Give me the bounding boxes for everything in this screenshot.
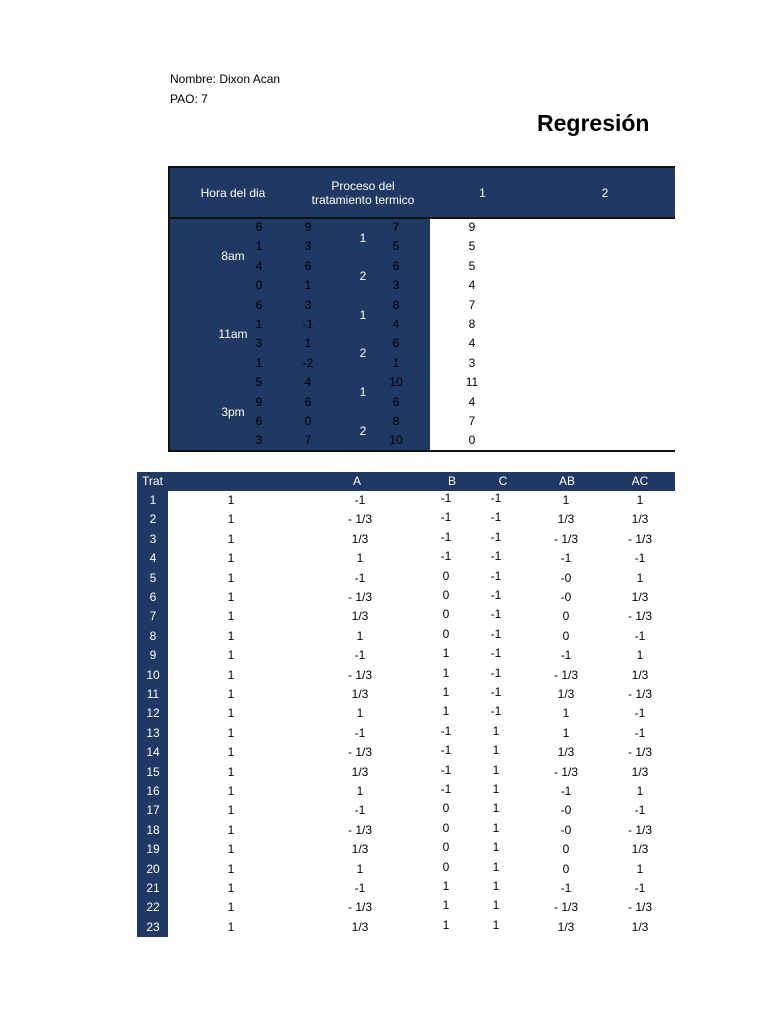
design-value-cell: 1 xyxy=(227,764,235,779)
design-value-cell: 0 xyxy=(442,626,450,641)
design-value-cell: -1 xyxy=(490,646,502,661)
design-value-cell: -1 xyxy=(634,706,646,721)
experiment-value-cell: 6 xyxy=(255,220,263,234)
header-ac: AC xyxy=(631,474,649,488)
design-value-cell: 0 xyxy=(562,842,570,857)
design-matrix-header xyxy=(137,472,675,491)
design-value-cell: -1 xyxy=(490,607,502,622)
design-value-cell: - 1/3 xyxy=(347,667,372,682)
design-value-cell: -1 xyxy=(634,628,646,643)
experiment-value-cell: 8 xyxy=(392,297,400,312)
design-value-cell: - 1/3 xyxy=(627,745,652,760)
design-value-cell: - 1/3 xyxy=(347,822,372,837)
experiment-value-cell: 10 xyxy=(389,375,403,390)
trat-index-cell: 23 xyxy=(146,919,160,934)
design-value-cell: 1/3 xyxy=(351,842,369,857)
design-value-cell: -1 xyxy=(560,784,572,798)
experiment-value-cell: 1 xyxy=(255,317,263,331)
trat-index-cell: 2 xyxy=(149,512,157,527)
experiment-value-cell: 4 xyxy=(468,278,476,293)
design-value-cell: 1 xyxy=(356,551,364,566)
experiment-value-cell: 3 xyxy=(468,355,476,370)
trat-index-cell: 13 xyxy=(146,725,160,740)
design-value-cell: 1/3 xyxy=(631,919,649,934)
experiment-data-table xyxy=(168,166,675,452)
proceso-label: 1 xyxy=(359,231,367,245)
header-c: C xyxy=(498,474,508,488)
trat-index-cell: 9 xyxy=(149,648,157,663)
design-value-cell: 1 xyxy=(227,512,235,527)
design-value-cell: 1/3 xyxy=(351,609,369,624)
design-value-cell: 1/3 xyxy=(631,842,649,857)
experiment-value-cell: 8 xyxy=(392,414,400,428)
design-value-cell: 1 xyxy=(562,725,570,740)
experiment-value-cell: 8 xyxy=(468,317,476,331)
experiment-value-cell: -1 xyxy=(302,317,314,331)
design-value-cell: 1 xyxy=(227,725,235,740)
trat-index-cell: 16 xyxy=(146,784,160,798)
design-value-cell: 1 xyxy=(356,628,364,643)
design-value-cell: 1 xyxy=(492,743,500,758)
design-value-cell: 1 xyxy=(227,881,235,895)
design-value-cell: 0 xyxy=(442,801,450,816)
design-value-cell: -1 xyxy=(440,762,452,777)
design-value-cell: 1 xyxy=(636,784,644,798)
design-value-cell: - 1/3 xyxy=(627,687,652,701)
design-value-cell: 1 xyxy=(227,706,235,721)
design-value-cell: -1 xyxy=(354,725,366,740)
design-value-cell: 0 xyxy=(442,588,450,602)
proceso-label: 2 xyxy=(359,346,367,360)
design-value-cell: -1 xyxy=(560,648,572,663)
design-value-cell: 1 xyxy=(442,665,450,680)
design-value-cell: 1/3 xyxy=(557,745,575,760)
experiment-value-cell: 4 xyxy=(468,336,476,351)
experiment-value-cell: 0 xyxy=(255,278,263,293)
trat-index-cell: 1 xyxy=(149,493,157,507)
design-value-cell: - 1/3 xyxy=(553,667,578,682)
design-value-cell: 1/3 xyxy=(631,590,649,604)
design-value-cell: 1 xyxy=(227,745,235,760)
design-value-cell: -0 xyxy=(560,822,572,837)
design-value-cell: - 1/3 xyxy=(347,512,372,527)
design-value-cell: -1 xyxy=(560,881,572,895)
experiment-value-cell: 6 xyxy=(392,336,400,351)
design-value-cell: 0 xyxy=(442,859,450,874)
design-value-cell: -1 xyxy=(490,510,502,525)
design-value-cell: 1/3 xyxy=(631,512,649,527)
design-value-cell: -1 xyxy=(440,743,452,758)
experiment-value-cell: 3 xyxy=(255,336,263,351)
design-value-cell: 1/3 xyxy=(557,512,575,527)
design-value-cell: 1 xyxy=(492,782,500,796)
design-value-cell: -1 xyxy=(440,549,452,564)
experiment-value-cell: 0 xyxy=(468,433,476,448)
trat-index-cell: 18 xyxy=(146,822,160,837)
hora-label: 3pm xyxy=(221,405,245,419)
header-proceso: Proceso del tratamiento termico xyxy=(311,178,415,207)
design-value-cell: 0 xyxy=(562,628,570,643)
experiment-value-cell: 4 xyxy=(468,394,476,409)
design-value-cell: -1 xyxy=(354,881,366,895)
design-value-cell: 1 xyxy=(227,570,235,585)
design-value-cell: 1 xyxy=(227,822,235,837)
design-value-cell: - 1/3 xyxy=(347,590,372,604)
experiment-value-cell: 9 xyxy=(304,220,312,234)
design-value-cell: -1 xyxy=(634,725,646,740)
trat-index-cell: 7 xyxy=(149,609,157,624)
design-value-cell: 0 xyxy=(562,609,570,624)
trat-index-cell: 20 xyxy=(146,861,160,876)
experiment-value-cell: 3 xyxy=(304,297,312,312)
experiment-value-cell: 3 xyxy=(255,433,263,448)
experiment-value-cell: 1 xyxy=(304,278,312,293)
experiment-value-cell: 5 xyxy=(468,239,476,254)
design-value-cell: 1 xyxy=(492,840,500,855)
design-value-cell: -0 xyxy=(560,570,572,585)
experiment-value-cell: 5 xyxy=(468,258,476,273)
design-value-cell: 1 xyxy=(227,900,235,915)
design-value-cell: - 1/3 xyxy=(627,531,652,546)
design-value-cell: 1 xyxy=(636,648,644,663)
experiment-value-cell: 3 xyxy=(392,278,400,293)
experiment-value-cell: 4 xyxy=(255,258,263,273)
experiment-value-cell: 9 xyxy=(468,220,476,234)
design-value-cell: 1 xyxy=(227,667,235,682)
trat-index-cell: 22 xyxy=(146,900,160,915)
design-value-cell: 1 xyxy=(227,687,235,701)
design-value-cell: 1 xyxy=(636,493,644,507)
proceso-label: 2 xyxy=(359,269,367,283)
design-value-cell: 1 xyxy=(227,919,235,934)
design-value-cell: 1 xyxy=(227,590,235,604)
design-value-cell: -1 xyxy=(634,881,646,895)
design-value-cell: 1/3 xyxy=(351,531,369,546)
design-value-cell: 1/3 xyxy=(351,687,369,701)
pao-label: PAO: 7 xyxy=(170,92,208,106)
design-value-cell: - 1/3 xyxy=(553,900,578,915)
design-value-cell: 1 xyxy=(227,493,235,507)
design-value-cell: -1 xyxy=(354,803,366,818)
experiment-value-cell: 5 xyxy=(255,375,263,390)
design-value-cell: -0 xyxy=(560,803,572,818)
experiment-value-cell: 3 xyxy=(304,239,312,254)
experiment-value-cell: 9 xyxy=(255,394,263,409)
header-col-2: 2 xyxy=(601,185,609,200)
design-value-cell: - 1/3 xyxy=(347,900,372,915)
design-value-cell: -1 xyxy=(354,570,366,585)
page-title: Regresión xyxy=(537,110,650,136)
design-value-cell: -0 xyxy=(560,590,572,604)
design-value-cell: -1 xyxy=(490,491,502,505)
design-value-cell: 1 xyxy=(356,784,364,798)
design-value-cell: 1 xyxy=(227,551,235,566)
header-b: B xyxy=(447,474,456,488)
design-value-cell: -1 xyxy=(440,491,452,505)
design-value-cell: - 1/3 xyxy=(553,764,578,779)
trat-index-cell: 11 xyxy=(146,687,160,701)
design-value-cell: -1 xyxy=(490,588,502,602)
design-value-cell: -1 xyxy=(354,493,366,507)
design-value-cell: 1 xyxy=(636,570,644,585)
experiment-value-cell: 1 xyxy=(255,239,263,254)
design-value-cell: 1 xyxy=(227,609,235,624)
design-value-cell: 1/3 xyxy=(351,764,369,779)
design-value-cell: 1 xyxy=(442,879,450,893)
experiment-value-cell: -2 xyxy=(302,355,314,370)
experiment-value-cell: 6 xyxy=(255,297,263,312)
design-value-cell: -1 xyxy=(490,549,502,564)
experiment-value-cell: 10 xyxy=(389,433,403,448)
design-value-cell: 1/3 xyxy=(557,687,575,701)
design-value-cell: 1 xyxy=(636,861,644,876)
design-value-cell: -1 xyxy=(440,510,452,525)
experiment-value-cell: 1 xyxy=(255,355,263,370)
design-value-cell: 1 xyxy=(562,493,570,507)
design-value-cell: 1 xyxy=(356,861,364,876)
design-value-cell: 1 xyxy=(562,706,570,721)
trat-index-cell: 17 xyxy=(146,803,160,818)
design-value-cell: 1 xyxy=(227,531,235,546)
header-a: A xyxy=(352,474,361,488)
experiment-table-header xyxy=(170,168,675,219)
design-value-cell: -1 xyxy=(490,685,502,699)
design-value-cell: 0 xyxy=(442,820,450,835)
design-value-cell: -1 xyxy=(490,665,502,680)
trat-index-cell: 15 xyxy=(146,764,160,779)
design-value-cell: 1 xyxy=(492,801,500,816)
design-value-cell: -1 xyxy=(634,803,646,818)
design-value-cell: - 1/3 xyxy=(553,531,578,546)
design-value-cell: 1 xyxy=(492,723,500,738)
experiment-value-cell: 5 xyxy=(392,239,400,254)
design-value-cell: -1 xyxy=(490,529,502,544)
trat-index-cell: 14 xyxy=(146,745,160,760)
design-value-cell: -1 xyxy=(440,723,452,738)
design-value-cell: 1 xyxy=(227,784,235,798)
design-value-cell: 1/3 xyxy=(557,919,575,934)
header-ab: AB xyxy=(558,474,575,488)
hora-label: 11am xyxy=(218,327,248,341)
design-value-cell: 1 xyxy=(442,917,450,932)
design-value-cell: - 1/3 xyxy=(627,822,652,837)
header-col-1: 1 xyxy=(479,185,486,200)
design-value-cell: -1 xyxy=(440,782,452,796)
experiment-value-cell: 4 xyxy=(392,317,400,331)
design-value-cell: 0 xyxy=(442,568,450,583)
design-value-cell: 1 xyxy=(442,898,450,913)
trat-index-cell: 8 xyxy=(149,628,157,643)
design-value-cell: 1/3 xyxy=(351,919,369,934)
design-value-cell: 0 xyxy=(562,861,570,876)
experiment-value-cell: 6 xyxy=(255,414,263,428)
trat-index-cell: 10 xyxy=(146,667,160,682)
trat-index-cell: 4 xyxy=(149,551,157,566)
trat-index-cell: 5 xyxy=(149,570,157,585)
experiment-value-cell: 4 xyxy=(304,375,312,390)
experiment-value-cell: 7 xyxy=(468,297,476,312)
proceso-label: 1 xyxy=(359,385,367,399)
design-value-cell: 1 xyxy=(492,898,500,913)
design-value-cell: 1 xyxy=(492,917,500,932)
proceso-label: 2 xyxy=(359,424,367,438)
design-value-cell: 1 xyxy=(227,803,235,818)
design-value-cell: 1 xyxy=(442,646,450,661)
experiment-value-cell: 7 xyxy=(468,414,476,428)
experiment-value-cell: 6 xyxy=(392,394,400,409)
design-value-cell: -1 xyxy=(490,704,502,719)
design-value-cell: 1/3 xyxy=(631,667,649,682)
design-value-cell: -1 xyxy=(490,626,502,641)
design-value-cell: 1 xyxy=(492,820,500,835)
design-value-cell: -1 xyxy=(490,568,502,583)
design-value-cell: 1 xyxy=(227,648,235,663)
design-value-cell: 1 xyxy=(356,706,364,721)
design-value-cell: -1 xyxy=(354,648,366,663)
design-value-cell: 1 xyxy=(492,859,500,874)
design-value-cell: 1 xyxy=(442,704,450,719)
design-value-cell: 1/3 xyxy=(631,764,649,779)
experiment-value-cell: 0 xyxy=(304,414,312,428)
design-value-cell: - 1/3 xyxy=(627,609,652,624)
header-hora: Hora del dia xyxy=(200,185,266,200)
student-name: Nombre: Dixon Acan xyxy=(170,72,281,86)
design-value-cell: 1 xyxy=(227,861,235,876)
experiment-value-cell: 7 xyxy=(392,220,400,234)
proceso-label: 1 xyxy=(359,308,367,322)
design-value-cell: - 1/3 xyxy=(627,900,652,915)
design-value-cell: 1 xyxy=(227,628,235,643)
header-trat: Trat xyxy=(142,474,163,488)
experiment-value-cell: 1 xyxy=(304,336,312,351)
design-value-cell: 0 xyxy=(442,840,450,855)
trat-index-cell: 3 xyxy=(149,531,157,546)
experiment-value-cell: 11 xyxy=(465,375,479,390)
design-value-cell: - 1/3 xyxy=(347,745,372,760)
design-value-cell: -1 xyxy=(440,529,452,544)
trat-index-cell: 12 xyxy=(146,706,160,721)
trat-index-cell: 19 xyxy=(146,842,160,857)
experiment-value-cell: 6 xyxy=(304,394,312,409)
design-value-cell: 1 xyxy=(492,762,500,777)
hora-label: 8am xyxy=(221,249,245,263)
experiment-value-cell: 6 xyxy=(304,258,312,273)
design-value-cell: 1 xyxy=(492,879,500,893)
design-value-cell: -1 xyxy=(634,551,646,566)
experiment-value-cell: 1 xyxy=(392,355,400,370)
design-value-cell: 1 xyxy=(227,842,235,857)
design-value-cell: 0 xyxy=(442,607,450,622)
trat-index-cell: 6 xyxy=(149,590,157,604)
trat-index-cell: 21 xyxy=(146,881,160,895)
design-value-cell: 1 xyxy=(442,685,450,699)
design-value-cell: -1 xyxy=(560,551,572,566)
experiment-value-cell: 6 xyxy=(392,258,400,273)
experiment-value-cell: 7 xyxy=(304,433,312,448)
